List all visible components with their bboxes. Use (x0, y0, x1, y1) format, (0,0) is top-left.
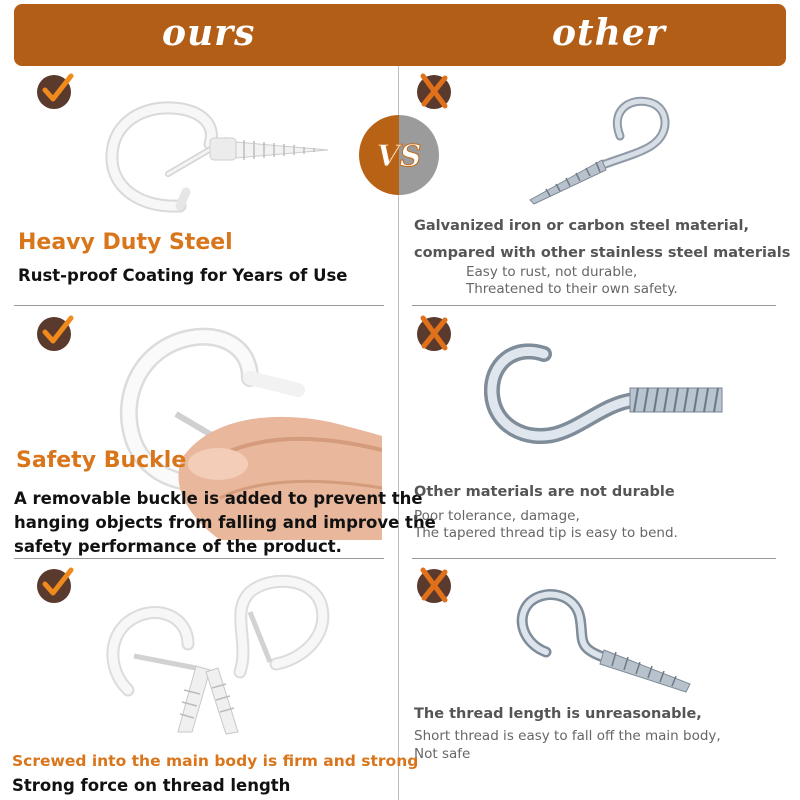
check-icon (36, 564, 76, 604)
metal-hook-image-3 (506, 588, 696, 698)
cross-icon (414, 312, 454, 352)
heavy-duty-title: Heavy Duty Steel (18, 230, 233, 255)
other-r3-note2: Not safe (414, 746, 471, 762)
header-other: other (552, 12, 666, 54)
other-r3-note1: Short thread is easy to fall off the main body, (414, 728, 721, 744)
other-r2-bold: Other materials are not durable (414, 484, 675, 500)
other-r2-note1: Poor tolerance, damage, (414, 508, 580, 524)
cross-icon (414, 70, 454, 110)
header-ours: ours (162, 12, 256, 54)
row-divider-right-1 (412, 305, 776, 306)
safety-buckle-title: Safety Buckle (16, 448, 187, 473)
screwed-title: Screwed into the main body is firm and strong (12, 752, 419, 770)
other-r1-bold1: Galvanized iron or carbon steel material, (414, 218, 750, 234)
other-r1-note1: Easy to rust, not durable, (466, 264, 638, 280)
vs-badge (358, 114, 440, 196)
row-divider-right-2 (412, 558, 776, 559)
other-r1-bold2: compared with other stainless steel materials (414, 245, 791, 261)
row-divider-left-2 (14, 558, 384, 559)
row-divider-left-1 (14, 305, 384, 306)
safety-buckle-line2: hanging objects from falling and improve the (14, 513, 436, 532)
vs-label: VS (376, 139, 422, 174)
other-r1-note2: Threatened to their own safety. (466, 281, 678, 297)
cross-icon (414, 564, 454, 604)
safety-buckle-line3: safety performance of the product. (14, 537, 342, 556)
other-r2-note2: The tapered thread tip is easy to bend. (414, 525, 678, 541)
metal-hook-image-2 (484, 334, 724, 454)
screwed-subtitle: Strong force on thread length (12, 776, 291, 795)
heavy-duty-subtitle: Rust-proof Coating for Years of Use (18, 266, 348, 285)
comparison-header (14, 4, 786, 66)
two-hooks-image (100, 572, 340, 742)
check-icon (36, 70, 76, 110)
check-icon (36, 312, 76, 352)
other-r3-bold: The thread length is unreasonable, (414, 706, 702, 722)
metal-hook-image-1 (510, 96, 680, 206)
safety-buckle-line1: A removable buckle is added to prevent the (14, 489, 423, 508)
white-hook-image (98, 96, 348, 226)
